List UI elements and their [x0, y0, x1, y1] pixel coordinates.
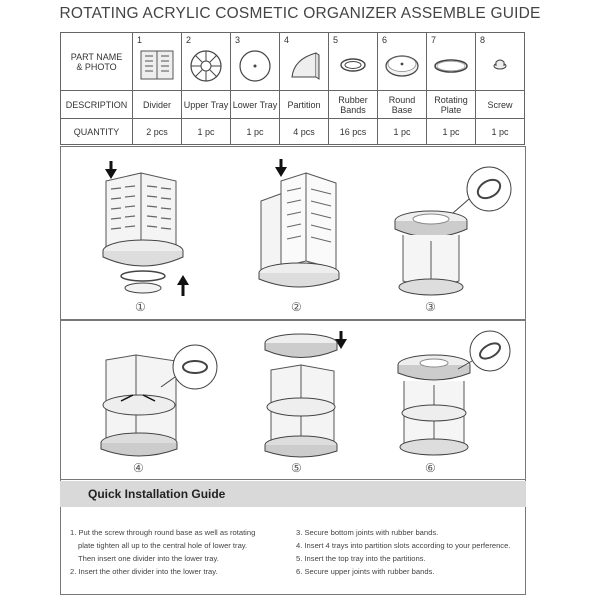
part-number: 3: [235, 35, 241, 45]
guide-heading: Quick Installation Guide: [88, 487, 226, 501]
instruction-line: 6. Secure upper joints with rubber bands.: [296, 567, 435, 576]
instructions-right: [296, 526, 526, 578]
row-header-photo: [61, 33, 133, 91]
screw-icon: [488, 49, 512, 77]
part-quantity: 2 pcs: [133, 119, 182, 145]
part-name: Lower Tray: [231, 91, 280, 119]
part-quantity: 4 pcs: [280, 119, 329, 145]
step-5-illustration: [256, 325, 366, 465]
round-base-icon: [383, 49, 421, 81]
part-cell-4: [280, 33, 329, 91]
part-quantity: 1 pc: [231, 119, 280, 145]
instruction-line: 5. Insert the top tray into the partitions.: [296, 554, 426, 563]
part-number: 5: [333, 35, 339, 45]
instructions-left: [70, 526, 285, 578]
instruction-line: 3. Secure bottom joints with rubber bands.: [296, 528, 439, 537]
part-name-text: Rotating Plate: [434, 94, 468, 115]
guide-header-bar: [60, 481, 526, 507]
part-cell-2: [182, 33, 231, 91]
part-quantity: 1 pc: [427, 119, 476, 145]
part-name-text: Rubber Bands: [338, 94, 368, 115]
part-name: [329, 91, 378, 119]
step-number-2: ②: [291, 300, 302, 314]
step-4-illustration: [91, 325, 231, 465]
parts-table: [60, 32, 525, 145]
row-header-line1: PART NAME: [70, 51, 123, 62]
step-6-illustration: [386, 325, 521, 465]
upper-tray-icon: [187, 49, 225, 83]
instruction-line: 1. Put the screw through round base as well as rotating: [70, 528, 256, 537]
lower-tray-icon: [236, 49, 274, 83]
part-number: 1: [137, 35, 143, 45]
part-number: 4: [284, 35, 290, 45]
part-cell-8: [476, 33, 525, 91]
part-quantity: 16 pcs: [329, 119, 378, 145]
partition-icon: [286, 49, 322, 81]
quantity-row: [61, 119, 525, 145]
part-name: Partition: [280, 91, 329, 119]
part-cell-7: [427, 33, 476, 91]
part-number: 7: [431, 35, 437, 45]
part-name-text: Round Base: [388, 94, 416, 115]
part-quantity: 1 pc: [476, 119, 525, 145]
part-quantity: 1 pc: [378, 119, 427, 145]
row-header-quantity: QUANTITY: [61, 119, 133, 145]
photo-row: [61, 33, 525, 91]
part-name: Divider: [133, 91, 182, 119]
step-number-6: ⑥: [425, 461, 436, 475]
part-name: [427, 91, 476, 119]
part-cell-6: [378, 33, 427, 91]
step-2-illustration: [251, 151, 361, 301]
step-number-5: ⑤: [291, 461, 302, 475]
steps-panel-1: [60, 146, 526, 320]
part-number: 6: [382, 35, 388, 45]
instruction-line: plate tighten all up to the central hole of lower tray.: [78, 541, 248, 550]
part-cell-1: [133, 33, 182, 91]
step-number-3: ③: [425, 300, 436, 314]
instruction-line: 4. Insert 4 trays into partition slots according to your perference.: [296, 541, 511, 550]
part-name: Screw: [476, 91, 525, 119]
divider-icon: [139, 49, 175, 81]
part-number: 8: [480, 35, 486, 45]
part-quantity: 1 pc: [182, 119, 231, 145]
step-3-illustration: [381, 151, 521, 301]
rubber-band-icon: [335, 49, 371, 81]
instruction-line: Then insert one divider into the lower tray.: [78, 554, 219, 563]
instruction-line: 2. Insert the other divider into the lower tray.: [70, 567, 218, 576]
rotating-plate-icon: [432, 49, 470, 81]
part-name: Upper Tray: [182, 91, 231, 119]
step-1-illustration: [91, 151, 221, 301]
row-header-description: DESCRIPTION: [61, 91, 133, 119]
description-row: [61, 91, 525, 119]
step-number-4: ④: [133, 461, 144, 475]
steps-panel-2: [60, 320, 526, 480]
part-name: [378, 91, 427, 119]
part-cell-5: [329, 33, 378, 91]
part-cell-3: [231, 33, 280, 91]
part-number: 2: [186, 35, 192, 45]
guide-title: ROTATING ACRYLIC COSMETIC ORGANIZER ASSEMBLE GUIDE: [59, 5, 541, 22]
step-number-1: ①: [135, 300, 146, 314]
row-header-line2: & PHOTO: [76, 61, 117, 72]
